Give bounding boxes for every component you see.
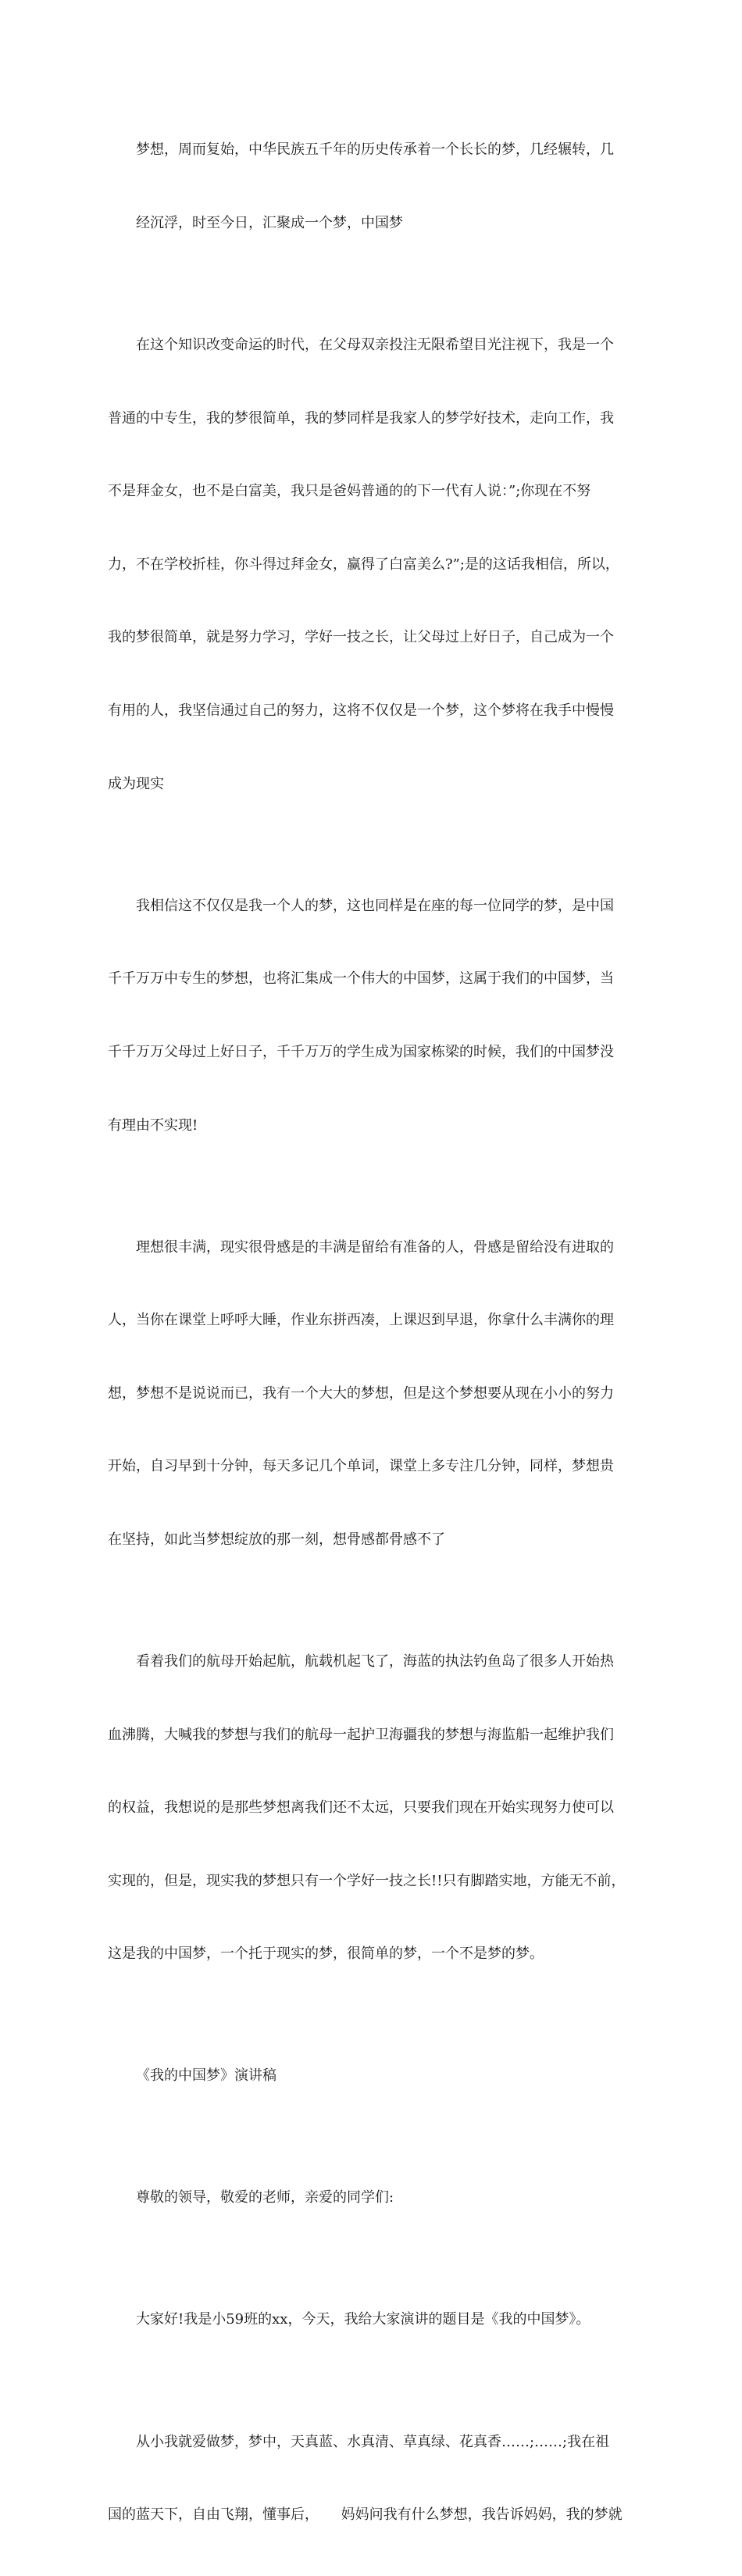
text-line: 力，不在学校折桂，你斗得过拜金女，赢得了白富美么?”;是的这话我相信，所以， xyxy=(108,556,619,573)
paragraph xyxy=(108,845,647,1186)
text-line: 有用的人，我坚信通过自己的努力，这将不仅仅是一个梦，这个梦将在我手中慢慢 xyxy=(108,702,614,720)
text-line: 开始，自习早到十分钟，每天多记几个单词，课堂上多专注几分钟，同样，梦想贵 xyxy=(108,1458,614,1475)
text-line: 人，当你在课堂上呼呼大睡，作业东拼西凑，上课迟到早退，你拿什么丰满你的理 xyxy=(108,1312,614,1329)
text-line: 《我的中国梦》演讲稿 xyxy=(136,2067,276,2085)
document-page xyxy=(108,89,647,2576)
text-line: 不是拜金女，也不是白富美，我只是爸妈普通的的下一代有人说：”;你现在不努 xyxy=(108,483,591,500)
text-line: 有理由不实现! xyxy=(108,1117,198,1134)
text-line: 理想很丰满，现实很骨感是的丰满是留给有准备的人，骨感是留给没有进取的 xyxy=(136,1238,614,1256)
text-line: 的权益，我想说的是那些梦想离我们还不太远，只要我们现在开始实现努力使可以 xyxy=(108,1799,614,1817)
text-line: 大家好!我是小59班的xx，今天，我给大家演讲的题目是《我的中国梦》。 xyxy=(136,2311,590,2328)
text-line: 实现的，但是，现实我的梦想只有一个学好一技之长!!只有脚踏实地，方能无不前， xyxy=(108,1872,626,1889)
text-line: 国的蓝天下，自由飞翔，懂事后， 妈妈问我有什么梦想，我告诉妈妈，我的梦就 xyxy=(108,2506,622,2524)
speech-title xyxy=(108,2015,647,2137)
text-line: 我相信这不仅仅是我一个人的梦，这也同样是在座的每一位同学的梦，是中国 xyxy=(136,897,614,914)
text-line: 尊敬的领导，敬爱的老师，亲爱的同学们: xyxy=(136,2189,394,2206)
text-line: 普通的中专生，我的梦很简单，我的梦同样是我家人的梦学好技术，走向工作，我 xyxy=(108,409,614,427)
text-line: 想，梦想不是说说而已，我有一个大大的梦想，但是这个梦想要从现在小小的努力 xyxy=(108,1384,614,1402)
text-line: 经沉浮，时至今日，汇聚成一个梦，中国梦 xyxy=(136,215,403,232)
text-line: 看着我们的航母开始起航，航载机起飞了，海蓝的执法钓鱼岛了很多人开始热 xyxy=(136,1653,614,1670)
paragraph xyxy=(108,284,647,845)
paragraph xyxy=(108,89,647,284)
text-line: 千千万万父母过上好日子，千千万万的学生成为国家栋梁的时候，我们的中国梦没 xyxy=(108,1043,614,1060)
text-line: 成为现实 xyxy=(108,775,164,792)
text-line: 血沸腾，大喊我的梦想与我们的航母一起护卫海疆我的梦想与海监船一起维护我们 xyxy=(108,1726,614,1743)
salutation xyxy=(108,2137,647,2259)
text-line: 梦想，周而复始，中华民族五千年的历史传承着一个长长的梦，几经辗转，几 xyxy=(136,141,614,159)
text-line: 这是我的中国梦，一个托于现实的梦，很简单的梦，一个不是梦的梦。 xyxy=(108,1945,544,1963)
text-line: 在坚持，如此当梦想绽放的那一刻，想骨感都骨感不了 xyxy=(108,1531,445,1548)
text-line: 千千万万中专生的梦想，也将汇集成一个伟大的中国梦，这属于我们的中国梦，当 xyxy=(108,970,614,988)
text-line: 我的梦很简单，就是努力学习，学好一技之长，让父母过上好日子，自己成为一个 xyxy=(108,629,614,646)
paragraph xyxy=(108,1186,647,1600)
text-line: 从小我就爱做梦，梦中，天真蓝、水真清、草真绿、花真香……;……;我在祖 xyxy=(136,2433,610,2450)
paragraph xyxy=(108,2381,647,2576)
text-line: 在这个知识改变命运的时代，在父母双亲投注无限希望目光注视下，我是一个 xyxy=(136,337,614,354)
paragraph xyxy=(108,2259,647,2381)
paragraph xyxy=(108,1601,647,2015)
